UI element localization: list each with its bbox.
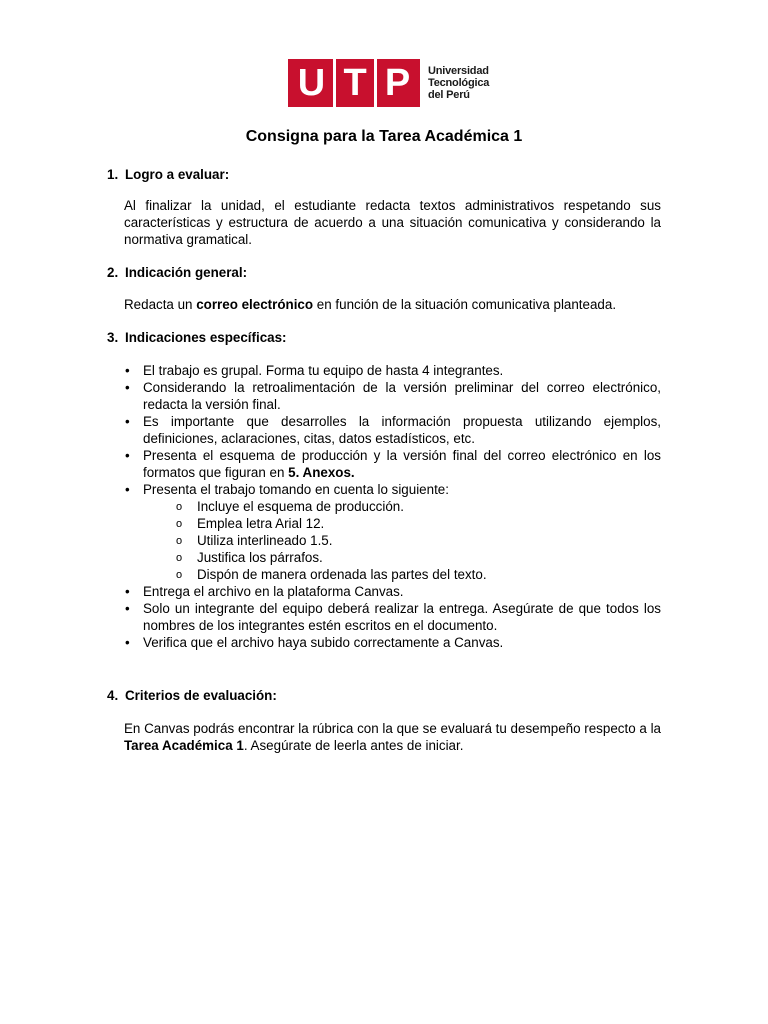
list-item: • Es importante que desarrolles la información propuesta utilizando ejemplos, definiciones, aclaraciones, citas, datos estadísticos, etc.: [124, 413, 661, 447]
bold-text: Tarea Académica 1: [124, 738, 244, 753]
list-item: [124, 447, 661, 481]
logo-letter-u: U: [297, 62, 326, 104]
section-heading-2: [107, 264, 247, 281]
sub-list-item: o Justifica los párrafos.: [143, 549, 661, 566]
section-1-body: Al finalizar la unidad, el estudiante redacta textos administrativos respetando sus características y estructura de acuerdo a una situación comunicativa y considerando la normativa gramatical.: [124, 198, 661, 247]
list-item: • Considerando la retroalimentación de la versión preliminar del correo electrónico, redacta la versión final.: [124, 379, 661, 413]
text-run: . Asegúrate de leerla antes de iniciar.: [243, 738, 464, 753]
section-number: 3.: [107, 330, 119, 345]
sub-list-item: o Dispón de manera ordenada las partes del texto.: [143, 566, 661, 583]
utp-logo: [288, 59, 489, 107]
section-4-body: [124, 720, 661, 754]
section-title: Criterios de evaluación:: [125, 688, 277, 703]
text-run: Presenta el esquema de producción y la versión final del correo electrónico en los formatos que figuran en: [143, 448, 661, 480]
sub-list-item: o Utiliza interlineado 1.5.: [143, 532, 661, 549]
section-title: Logro a evaluar:: [125, 167, 230, 182]
list-item: • Entrega el archivo en la plataforma Canvas.: [124, 583, 661, 600]
section-title: Indicación general:: [125, 265, 248, 280]
text-run: En Canvas podrás encontrar la rúbrica con la que se evaluará tu desempeño respecto a la: [124, 721, 661, 736]
list-item: • Solo un integrante del equipo deberá realizar la entrega. Asegúrate de que todos los nombres de los integrantes estén escritos en el documento.: [124, 600, 661, 634]
list-item: • El trabajo es grupal. Forma tu equipo de hasta 4 integrantes.: [124, 362, 661, 379]
logo-divider: [374, 59, 377, 107]
text-run: Redacta un: [124, 297, 197, 312]
section-number: 2.: [107, 265, 119, 280]
text-run: en función de la situación comunicativa planteada.: [313, 297, 617, 312]
logo-divider: [333, 59, 336, 107]
logo-letter-t: T: [343, 62, 367, 104]
instructions-list: [124, 362, 661, 651]
logo-text-line: del Perú: [428, 89, 470, 101]
logo-text-line: Universidad: [428, 65, 489, 77]
logo-mark: [288, 59, 420, 107]
list-item: [124, 481, 661, 583]
section-heading-3: [107, 329, 287, 346]
list-item: • Verifica que el archivo haya subido correctamente a Canvas.: [124, 634, 661, 651]
logo-letter-p: P: [384, 62, 411, 104]
section-heading-1: [107, 166, 229, 183]
bold-text: correo electrónico: [196, 297, 314, 312]
bold-text: 5. Anexos.: [288, 465, 355, 480]
sub-list-item: o Emplea letra Arial 12.: [143, 515, 661, 532]
logo-text-line: Tecnológica: [428, 77, 490, 89]
text-run: Presenta el trabajo tomando en cuenta lo siguiente:: [143, 482, 449, 497]
section-number: 4.: [107, 688, 119, 703]
document-title: Consigna para la Tarea Académica 1: [245, 128, 523, 145]
sub-list: [143, 498, 661, 583]
logo-wordmark: [428, 65, 489, 101]
section-number: 1.: [107, 167, 119, 182]
section-heading-4: [107, 687, 277, 704]
sub-list-item: o Incluye el esquema de producción.: [143, 498, 661, 515]
section-2-body: [124, 296, 661, 313]
section-title: Indicaciones específicas:: [125, 330, 287, 345]
